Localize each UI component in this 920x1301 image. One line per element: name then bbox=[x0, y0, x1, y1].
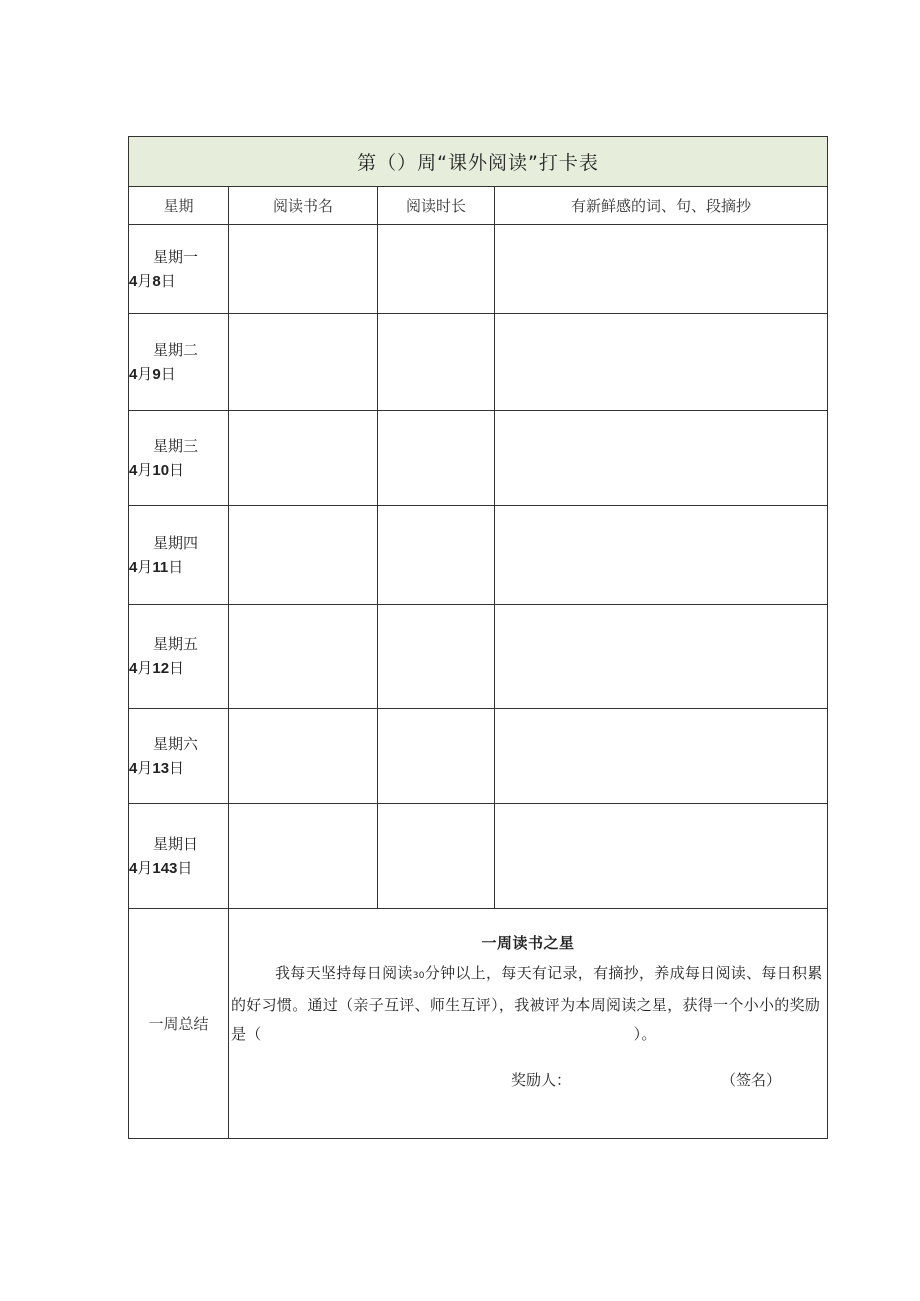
day-cell bbox=[129, 506, 229, 605]
excerpt-field[interactable] bbox=[495, 804, 828, 909]
table-row bbox=[129, 225, 828, 314]
summary-label: 一周总结 bbox=[129, 909, 229, 1139]
table-row bbox=[129, 506, 828, 605]
book-name-field[interactable] bbox=[229, 804, 378, 909]
day-date: 4月11日 bbox=[129, 557, 184, 576]
day-name: 星期三 bbox=[153, 436, 199, 455]
excerpt-field[interactable] bbox=[495, 411, 828, 506]
summary-text: 我每天坚持每日阅读30分钟以上，每天有记录，有摘抄，养成每日阅读、每日积累的好习惯。通过（亲子互评、师生互评），我被评为本周阅读之星，获得一个小小的奖励是（ ）。 bbox=[231, 964, 823, 1043]
book-name-field[interactable] bbox=[229, 411, 378, 506]
header-day: 星期 bbox=[129, 187, 229, 225]
day-name: 星期五 bbox=[153, 635, 199, 653]
excerpt-field[interactable] bbox=[495, 506, 828, 605]
table-title: 第（）周“课外阅读”打卡表 bbox=[129, 137, 828, 187]
signature-line bbox=[511, 1069, 781, 1090]
excerpt-field[interactable] bbox=[495, 605, 828, 709]
day-date: 4月8日 bbox=[129, 271, 176, 290]
reading-time-field[interactable] bbox=[378, 804, 495, 909]
day-date: 4月10日 bbox=[129, 460, 185, 479]
day-cell bbox=[129, 314, 229, 411]
book-name-field[interactable] bbox=[229, 314, 378, 411]
table-row bbox=[129, 804, 828, 909]
summary-heading: 一周读书之星 bbox=[481, 934, 575, 952]
reading-time-field[interactable] bbox=[378, 411, 495, 506]
summary-body bbox=[229, 909, 828, 1139]
day-name: 星期六 bbox=[153, 734, 199, 753]
excerpt-field[interactable] bbox=[495, 225, 828, 314]
excerpt-field[interactable] bbox=[495, 314, 828, 411]
header-reading-time: 阅读时长 bbox=[378, 187, 495, 225]
table-row bbox=[129, 605, 828, 709]
header-row bbox=[129, 187, 828, 225]
book-name-field[interactable] bbox=[229, 709, 378, 804]
book-name-field[interactable] bbox=[229, 605, 378, 709]
day-date: 4月9日 bbox=[129, 364, 176, 383]
day-date: 4月13日 bbox=[129, 758, 185, 777]
excerpt-field[interactable] bbox=[495, 709, 828, 804]
day-cell bbox=[129, 709, 229, 804]
reading-log-table bbox=[128, 136, 828, 1139]
reading-time-field[interactable] bbox=[378, 225, 495, 314]
day-cell bbox=[129, 411, 229, 506]
reading-time-field[interactable] bbox=[378, 506, 495, 605]
day-cell bbox=[129, 605, 229, 709]
day-date: 4月12日 bbox=[129, 659, 185, 677]
table-row bbox=[129, 411, 828, 506]
day-name: 星期日 bbox=[153, 834, 199, 853]
book-name-field[interactable] bbox=[229, 506, 378, 605]
book-name-field[interactable] bbox=[229, 225, 378, 314]
rewarder-label: 奖励人： bbox=[511, 1071, 572, 1089]
table-row bbox=[129, 709, 828, 804]
reading-time-field[interactable] bbox=[378, 605, 495, 709]
day-cell bbox=[129, 804, 229, 909]
header-book-name: 阅读书名 bbox=[229, 187, 378, 225]
table-row bbox=[129, 314, 828, 411]
day-date: 4月143日 bbox=[129, 858, 193, 877]
reading-time-field[interactable] bbox=[378, 314, 495, 411]
day-cell bbox=[129, 225, 229, 314]
sign-label: （签名） bbox=[721, 1071, 782, 1089]
header-excerpt: 有新鲜感的词、句、段摘抄 bbox=[495, 187, 828, 225]
reading-log-sheet bbox=[128, 136, 827, 1139]
day-name: 星期二 bbox=[153, 340, 199, 359]
day-name: 星期一 bbox=[153, 247, 199, 266]
summary-row bbox=[129, 909, 828, 1139]
day-name: 星期四 bbox=[153, 533, 199, 552]
reading-time-field[interactable] bbox=[378, 709, 495, 804]
